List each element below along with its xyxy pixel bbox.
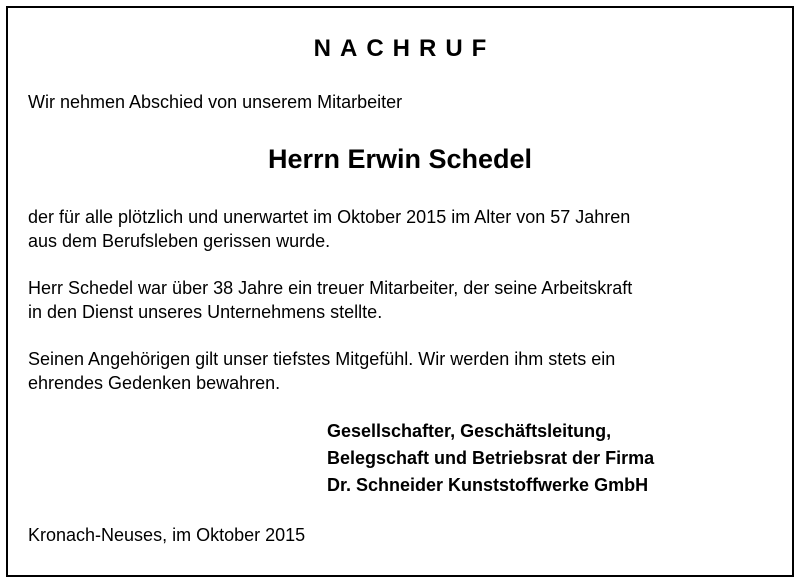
intro-text: Wir nehmen Abschied von unserem Mitarbeiter [28,92,403,112]
notice-title: NACHRUF [313,35,496,62]
signature-line: Dr. Schneider Kunststoffwerke GmbH [327,475,649,495]
place-date: Kronach-Neuses, im Oktober 2015 [28,525,306,545]
signature-line: Belegschaft und Betriebsrat der Firma [327,448,655,468]
paragraph-line: in den Dienst unseres Unternehmens stellte. [28,302,383,322]
signature-block [327,418,654,499]
paragraph-line: Herr Schedel war über 38 Jahre ein treuer Mitarbeiter, der seine Arbeitskraft [28,278,633,298]
paragraph-line: Seinen Angehörigen gilt unser tiefstes Mitgefühl. Wir werden ihm stets ein [28,349,616,369]
paragraph-line: ehrendes Gedenken bewahren. [28,373,281,393]
paragraph-circumstances [28,205,630,253]
paragraph-line: der für alle plötzlich und unerwartet im Oktober 2015 im Alter von 57 Jahren [28,207,631,227]
paragraph-service [28,276,632,324]
paragraph-line: aus dem Berufsleben gerissen wurde. [28,231,331,251]
paragraph-condolence [28,347,615,395]
signature-line: Gesellschafter, Geschäftsleitung, [327,421,612,441]
deceased-name: Herrn Erwin Schedel [267,144,533,174]
